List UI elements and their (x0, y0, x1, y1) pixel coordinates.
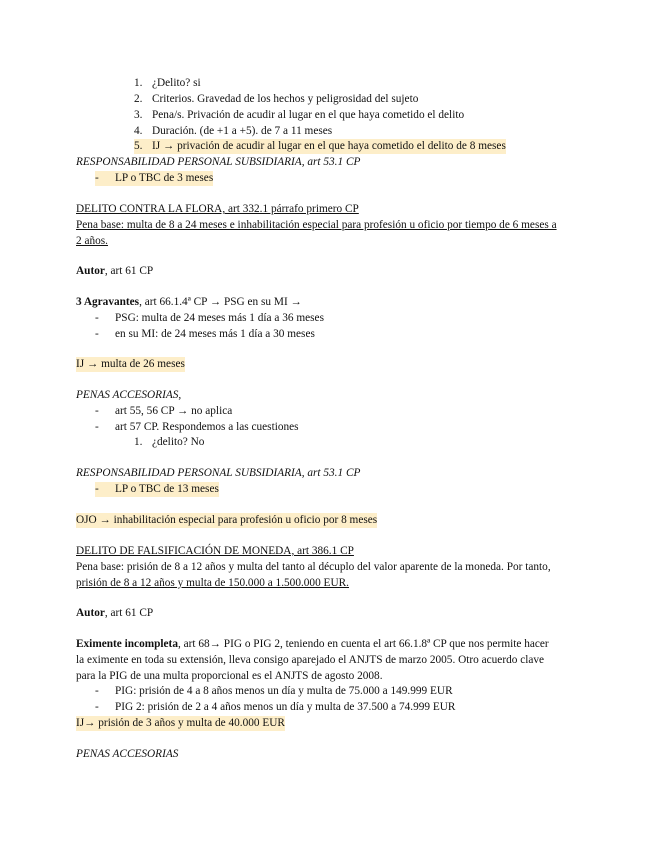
list-item: 4. Duración. (de +1 a +5). de 7 a 11 meses (134, 125, 333, 137)
bullet-dash: - (95, 483, 99, 495)
highlighted-line: IJ→ prisión de 3 años y multa de 40.000 EUR (76, 717, 285, 729)
bullet-dash: - (95, 328, 99, 340)
paragraph-line: 3 Agravantes, art 66.1.4ª CP → PSG en su MI → (76, 296, 302, 308)
bullet-item: - PIG 2: prisión de 2 a 4 años menos un día y multa de 37.500 a 74.999 EUR (95, 701, 456, 713)
subsection-heading: PENAS ACCESORIAS (76, 748, 179, 760)
subsection-heading: RESPONSABILIDAD PERSONAL SUBSIDIARIA, art 53.1 CP (76, 156, 361, 168)
bullet-dash: - (95, 312, 99, 324)
list-item: 3. Pena/s. Privación de acudir al lugar en el que haya cometido el delito (134, 109, 465, 121)
bullet-item-highlighted: - LP o TBC de 13 meses (95, 483, 219, 495)
paragraph-line: Autor, art 61 CP (76, 265, 154, 277)
paragraph-line: para la PIG de una multa proporcional es el ANJTS de agosto 2008. (76, 670, 383, 682)
section-title: DELITO DE FALSIFICACIÓN DE MONEDA, art 386.1 CP (76, 545, 354, 557)
subsection-heading: RESPONSABILIDAD PERSONAL SUBSIDIARIA, art 53.1 CP (76, 467, 361, 479)
section-title: DELITO CONTRA LA FLORA, art 332.1 párrafo primero CP (76, 203, 359, 215)
highlighted-line: IJ → multa de 26 meses (76, 358, 185, 370)
list-item: 2. Criterios. Gravedad de los hechos y peligrosidad del sujeto (134, 93, 419, 105)
list-item-highlighted: 5. IJ → privación de acudir al lugar en el que haya cometido el delito de 8 meses (134, 140, 506, 152)
bullet-item: - art 55, 56 CP → no aplica (95, 405, 233, 417)
paragraph-line: Pena base: prisión de 8 a 12 años y multa del tanto al décuplo del valor aparente de la moneda. Por tanto, (76, 561, 551, 573)
bullet-dash: - (95, 421, 99, 433)
bullet-item: - PIG: prisión de 4 a 8 años menos un día y multa de 75.000 a 149.999 EUR (95, 685, 453, 697)
paragraph-line: Eximente incompleta, art 68→ PIG o PIG 2, teniendo en cuenta el art 66.1.8ª CP que nos permite hacer (76, 638, 549, 650)
paragraph-line: Autor, art 61 CP (76, 607, 154, 619)
bullet-item: - art 57 CP. Respondemos a las cuestiones (95, 421, 299, 433)
paragraph-line: prisión de 8 a 12 años y multa de 150.000 a 1.500.000 EUR. (76, 577, 349, 589)
highlighted-line: OJO → inhabilitación especial para profesión u oficio por 8 meses (76, 514, 378, 526)
paragraph-line: 2 años. (76, 235, 109, 247)
bullet-item: - en su MI: de 24 meses más 1 día a 30 meses (95, 328, 315, 340)
bullet-dash: - (95, 405, 99, 417)
list-item: 1. ¿delito? No (134, 436, 205, 448)
bullet-item-highlighted: - LP o TBC de 3 meses (95, 172, 214, 184)
bullet-dash: - (95, 685, 99, 697)
subsection-heading: PENAS ACCESORIAS, (76, 389, 182, 401)
paragraph-line: la eximente en toda su extensión, lleva consigo aparejado el ANJTS de marzo 2005. Otro acuerdo clave (76, 654, 545, 666)
bullet-dash: - (95, 701, 99, 713)
bullet-dash: - (95, 172, 99, 184)
bullet-item: - PSG: multa de 24 meses más 1 día a 36 meses (95, 312, 324, 324)
list-item: 1. ¿Delito? si (134, 77, 201, 89)
paragraph-line: Pena base: multa de 8 a 24 meses e inhabilitación especial para profesión u oficio por tiempo de 6 meses a (76, 219, 557, 231)
